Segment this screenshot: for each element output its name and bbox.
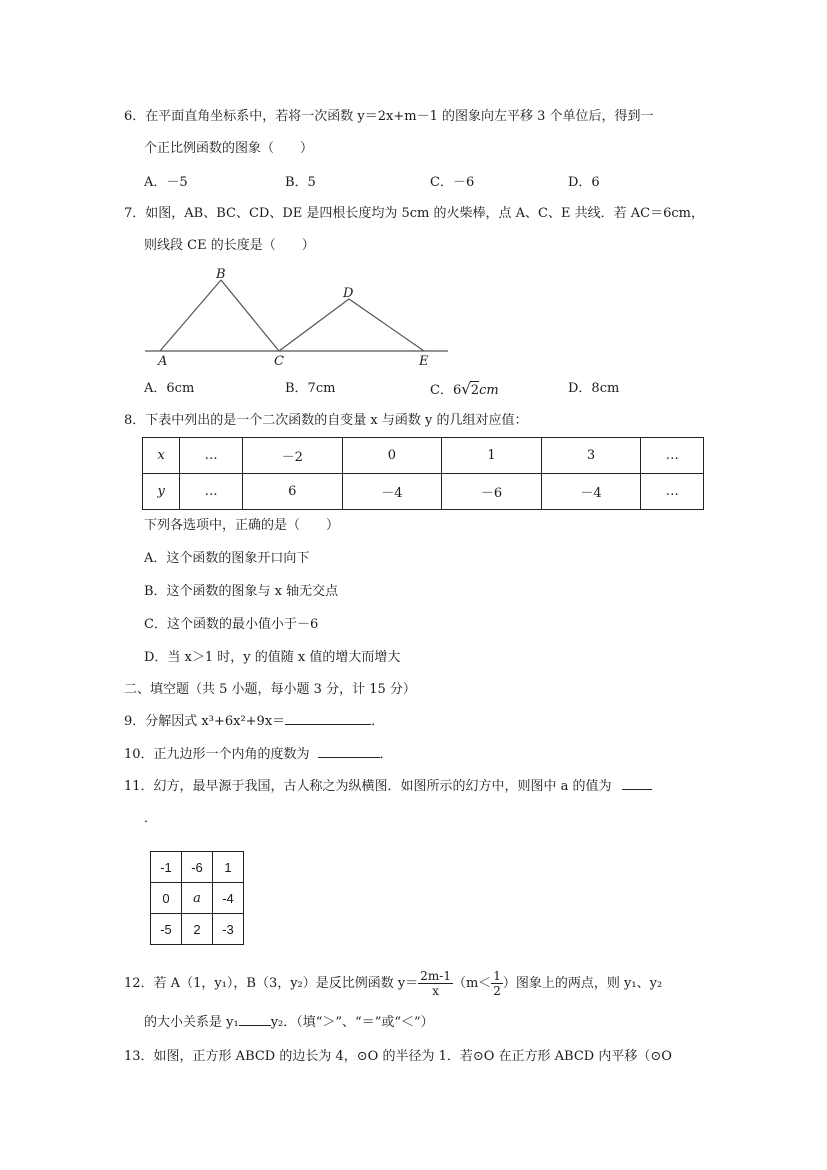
table-cell: 6 <box>242 474 342 510</box>
q9-answer-blank[interactable] <box>285 724 371 725</box>
q10-line <box>124 746 393 764</box>
q10-text: 10．正九边形一个内角的度数为 <box>124 747 310 762</box>
q8-line2: 下列各选项中，正确的是（ ） <box>144 518 340 533</box>
q9-text: 9．分解因式 x³+6x²+9x＝ <box>124 714 286 729</box>
q12-answer-blank[interactable] <box>239 1025 271 1026</box>
q12-line2 <box>144 1014 434 1032</box>
table-cell: y <box>143 474 180 510</box>
q11-line1 <box>124 778 652 796</box>
label-c: C <box>274 354 284 369</box>
q10-answer-blank[interactable] <box>318 757 380 758</box>
q7-option-c-unit: cm <box>479 383 499 398</box>
q7-option-c <box>430 380 499 400</box>
segment-bc <box>221 280 279 351</box>
table-cell: … <box>641 474 704 510</box>
table-cell: … <box>641 438 704 474</box>
q6-option-a: A．－5 <box>144 175 188 190</box>
grid-cell: -1 <box>151 852 182 883</box>
magic-square-grid <box>150 851 244 945</box>
q8-option-b: B．这个函数的图象与 x 轴无交点 <box>144 584 339 599</box>
grid-cell: 0 <box>151 883 182 914</box>
table-row-x <box>143 438 704 474</box>
q6-option-b: B．5 <box>285 175 316 190</box>
table-cell: … <box>180 474 243 510</box>
grid-cell: 2 <box>182 914 213 945</box>
table-cell: 1 <box>442 438 542 474</box>
grid-cell: a <box>182 883 213 914</box>
segment-ab <box>160 280 221 351</box>
q12-condition-numerator: 1 <box>493 969 501 983</box>
sqrt-sign: √ <box>461 380 471 398</box>
q8-option-a: A．这个函数的图象开口向下 <box>144 551 310 566</box>
q7-line1: 7．如图，AB、BC、CD、DE 是四根长度均为 5cm 的火柴棒，点 A、C、E 共线．若 AC＝6cm， <box>124 206 704 221</box>
q11-answer-blank[interactable] <box>622 789 652 790</box>
segment-cd <box>279 299 349 351</box>
q7-option-a: A．6cm <box>144 381 195 396</box>
q12-line1 <box>124 967 662 1001</box>
segment-de <box>349 299 424 351</box>
q7-line2: 则线段 CE 的长度是（ ） <box>144 238 315 253</box>
label-e: E <box>419 354 429 369</box>
q11-line2: ． <box>144 811 158 826</box>
q12-line2-b: y₂．（填“＞”、“＝”或“＜”） <box>270 1015 434 1030</box>
label-b: B <box>216 267 226 282</box>
table-row <box>151 914 244 945</box>
q6-line1: 6．在平面直角坐标系中，若将一次函数 y＝2x+m－1 的图象向左平移 3 个单位后，得到一 <box>124 109 654 124</box>
section2-title: 二、填空题（共 5 小题，每小题 3 分，计 15 分） <box>124 682 416 697</box>
q9-end: ． <box>371 714 385 729</box>
table-cell: －6 <box>442 474 542 510</box>
q6-option-c: C．－6 <box>430 175 475 190</box>
q7-option-c-radicand: 2 <box>470 383 480 398</box>
table-cell: －4 <box>541 474 641 510</box>
q10-end: ． <box>379 747 393 762</box>
q7-option-b: B．7cm <box>285 381 336 396</box>
q6-option-d: D．6 <box>568 175 600 190</box>
q9-line <box>124 713 384 731</box>
grid-cell: -6 <box>182 852 213 883</box>
q7-option-d: D．8cm <box>568 381 620 396</box>
q12-fraction <box>418 969 453 998</box>
q12-condition-a: （m＜ <box>452 976 492 991</box>
q12-fraction-denominator: x <box>432 984 439 998</box>
q8-option-c: C．这个函数的最小值小于－6 <box>144 617 319 632</box>
q13-line1: 13．如图，正方形 ABCD 的边长为 4，⊙O 的半径为 1．若⊙O 在正方形 ABCD 内平移（⊙O <box>124 1049 672 1064</box>
q12-text-a: 12．若 A（1，y₁），B（3，y₂）是反比例函数 y＝ <box>124 976 419 991</box>
q12-line2-a: 的大小关系是 y₁ <box>144 1015 239 1030</box>
table-row <box>151 883 244 914</box>
label-d: D <box>343 286 354 301</box>
q12-condition-denominator: 2 <box>493 984 501 998</box>
grid-cell: -4 <box>213 883 244 914</box>
q12-fraction-numerator: 2m-1 <box>420 969 451 983</box>
q7-option-c-prefix: C．6 <box>430 383 462 398</box>
matchstick-figure <box>140 262 460 372</box>
q12-text-b: ）图象上的两点，则 y₁、y₂ <box>502 976 663 991</box>
q11-text: 11．幻方，最早源于我国，古人称之为纵横图．如图所示的幻方中，则图中 a 的值为 <box>124 779 612 794</box>
q8-option-d: D．当 x＞1 时，y 的值随 x 值的增大而增大 <box>144 650 401 665</box>
table-cell: 0 <box>342 438 442 474</box>
q12-condition-fraction <box>491 969 503 998</box>
table-row <box>151 852 244 883</box>
q6-line2: 个正比例函数的图象（ ） <box>144 141 314 156</box>
grid-cell: -3 <box>213 914 244 945</box>
table-row-y <box>143 474 704 510</box>
table-cell: x <box>143 438 180 474</box>
grid-cell: 1 <box>213 852 244 883</box>
table-cell: … <box>180 438 243 474</box>
grid-cell: -5 <box>151 914 182 945</box>
table-cell: 3 <box>541 438 641 474</box>
q8-line1: 8．下表中列出的是一个二次函数的自变量 x 与函数 y 的几组对应值： <box>124 413 528 428</box>
xy-value-table <box>142 437 704 510</box>
table-cell: －4 <box>342 474 442 510</box>
table-cell: －2 <box>242 438 342 474</box>
label-a: A <box>158 354 168 369</box>
